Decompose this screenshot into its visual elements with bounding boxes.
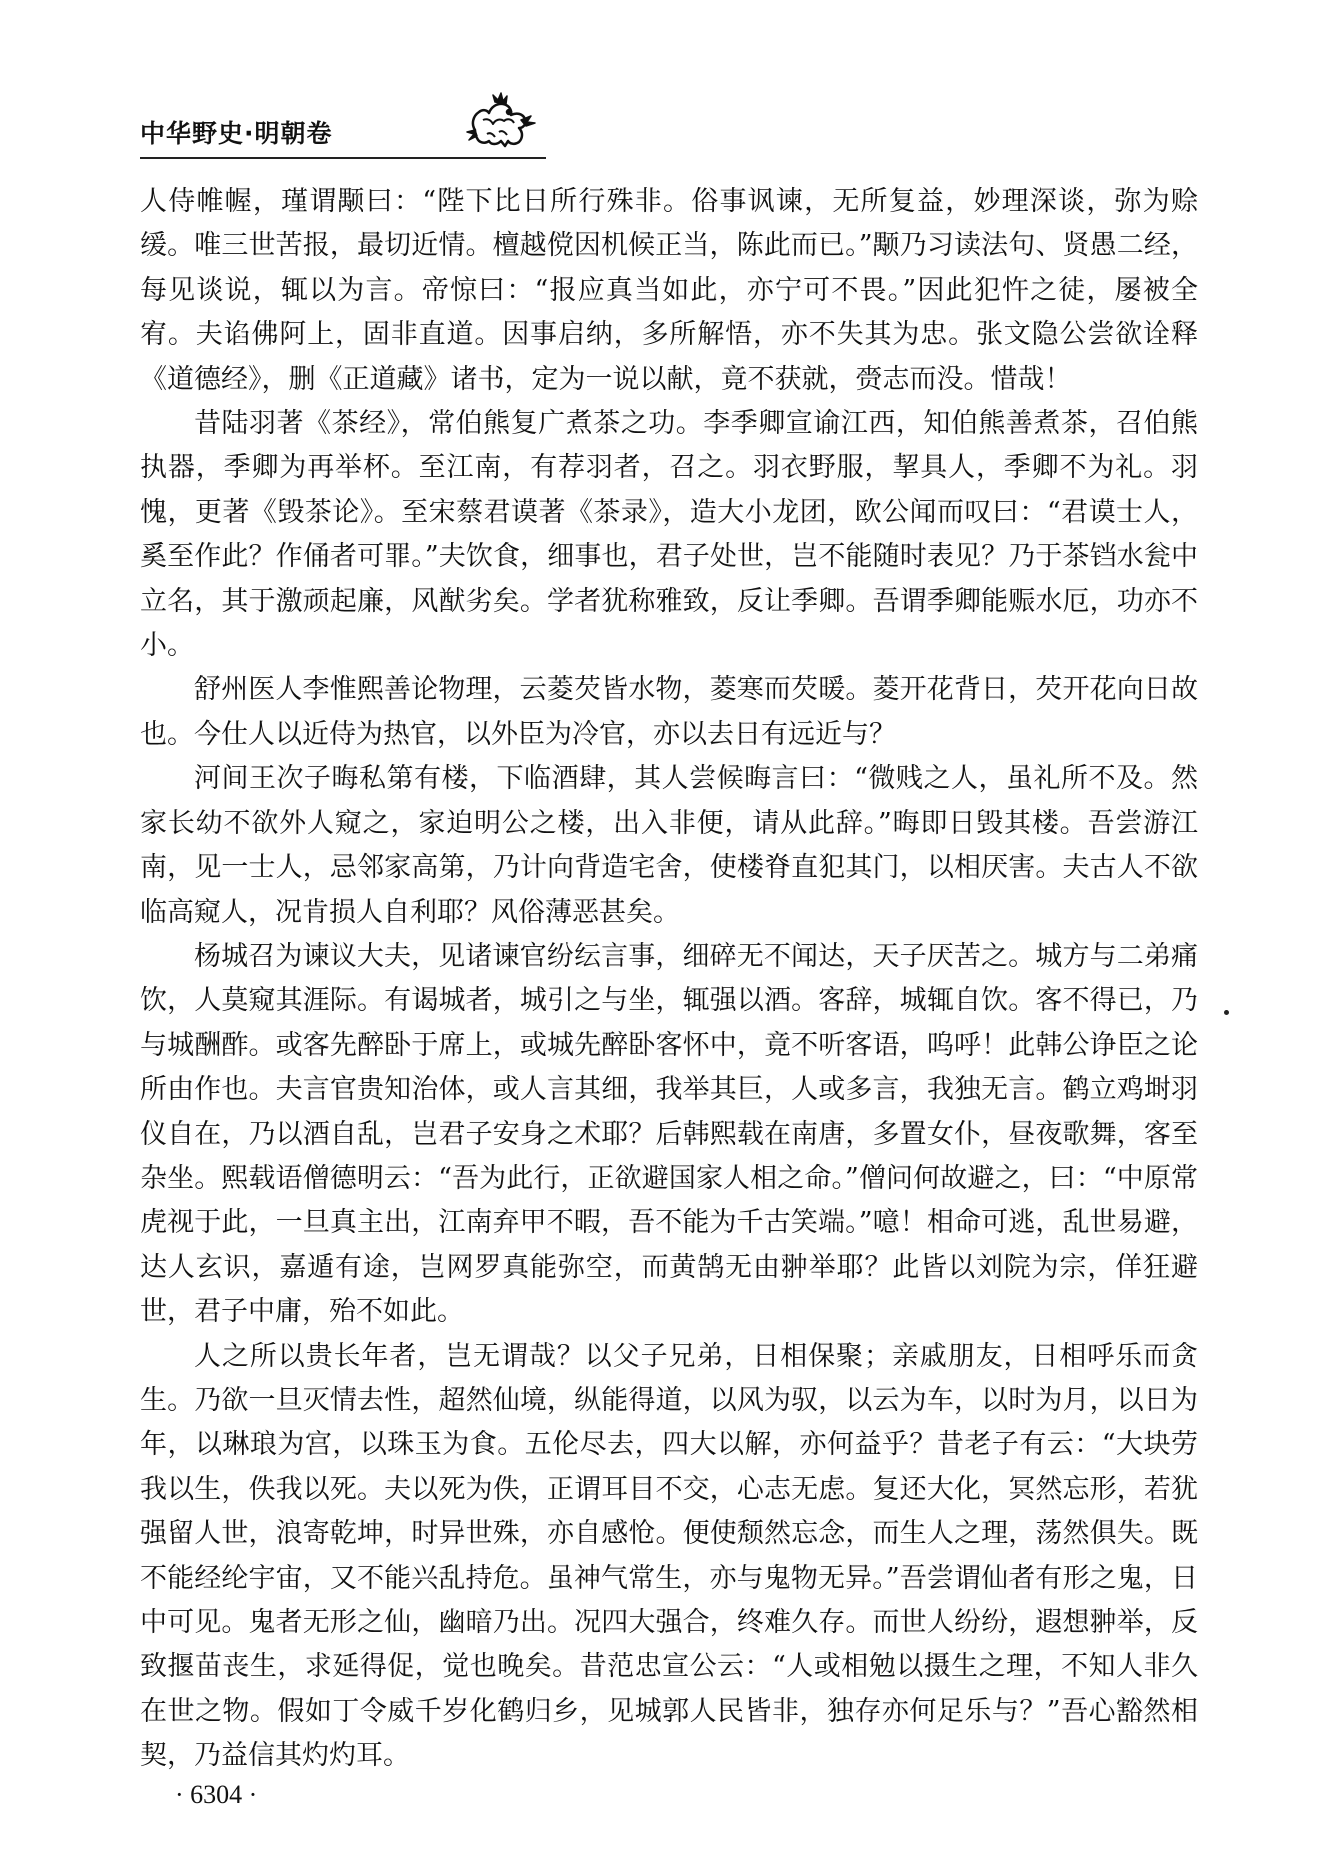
- paragraph: 舒州医人李惟熙善论物理，云菱芡皆水物，菱寒而芡暖。菱开花背日，芡开花向日故也。今仕人以近侍为热官，以外臣为冷官，亦以去日有远近与？: [140, 674, 1198, 750]
- paragraph: 河间王次子晦私第有楼，下临酒肆，其人尝候晦言曰：“微贱之人，虽礼所不及。然家长幼不欲外人窥之，家迫明公之楼，出入非便，请从此辞。”晦即日毁其楼。吾尝游江南，见一士人，忌邻家高第，乃计向背造宅舍，使楼脊直犯其门，以相厌害。夫古人不欲临高窥人，况肯损人自利耶？风俗薄恶甚矣。: [140, 763, 1198, 928]
- paragraph: 人之所以贵长年者，岂无谓哉？以父子兄弟，日相保聚；亲戚朋友，日相呼乐而贪生。乃欲一旦灭情去性，超然仙境，纵能得道，以风为驭，以云为车，以时为月，以日为年，以琳琅为宫，以珠玉为食。五伦尽去，四大以解，亦何益乎？昔老子有云：“大块劳我以生，佚我以死。夫以死为佚，正谓耳目不交，心志无虑。复还大化，冥然忘形，若犹强留人世，浪寄乾坤，时异世殊，亦自感怆。便使颓然忘念，而生人之理，荡然俱失。既不能经纶宇宙，又不能兴乱持危。虽神气常生，亦与鬼物无异。”吾尝谓仙者有形之鬼，日中可见。鬼者无形之仙，幽暗乃出。况四大强合，终难久存。而世人纷纷，遐想翀举，反致揠苗丧生，求延得促，觉也晚矣。昔范忠宣公云：“人或相勉以摄生之理，不知人非久在世之物。假如丁令威千岁化鹤归乡，见城郭人民皆非，独存亦何足乐与？”吾心豁然相契，乃益信其灼灼耳。: [140, 1340, 1198, 1772]
- page-number: · 6304 ·: [175, 1780, 258, 1809]
- scan-speck: [1224, 1010, 1229, 1015]
- header-rule: [140, 157, 546, 159]
- paragraph: 杨城召为谏议大夫，见诸谏官纷纭言事，细碎无不闻达，天子厌苦之。城方与二弟痛饮，人莫窥其涯际。有谒城者，城引之与坐，辄强以酒。客辞，城辄自饮。客不得已，乃与城酬酢。或客先醉卧于席上，或城先醉卧客怀中，竟不听客语，呜呼！此韩公诤臣之论所由作也。夫言官贵知治体，或人言其细，我举其巨，人或多言，我独无言。鹤立鸡埘羽仪自在，乃以酒自乱，岂君子安身之术耶？后韩熙载在南唐，多置女仆，昼夜歌舞，客至杂坐。熙载语僧德明云：“吾为此行，正欲避国家人相之命。”僧问何故避之，曰：“中原常虎视于此，一旦真主出，江南弃甲不暇，吾不能为千古笑端。”噫！相命可逃，乱世易避，达人玄识，嘉遁有途，岂网罗真能弥空，而黄鹄无由翀举耶？此皆以刘院为宗，佯狂避世，君子中庸，殆不如此。: [140, 940, 1198, 1328]
- body-text: [140, 180, 1198, 1779]
- paragraph: 人侍帷幄，瑾谓颙曰：“陛下比日所行殊非。俗事讽谏，无所复益，妙理深谈，弥为赊缓。唯三世苦报，最切近情。檀越傥因机候正当，陈此而已。”颙乃习读法句、贤愚二经，每见谈说，辄以为言。帝惊曰：“报应真当如此，亦宁可不畏。”因此犯忤之徒，屡被全宥。夫谄佛阿上，固非直道。因事启纳，多所解悟，亦不失其为忠。张文隐公尝欲诠释《道德经》，删《正道藏》诸书，定为一说以献，竟不获就，赍志而没。惜哉！: [140, 186, 1198, 395]
- dragon-icon: [465, 90, 537, 152]
- book-title: 中华野史·明朝卷: [140, 119, 333, 148]
- paragraph: 昔陆羽著《茶经》，常伯熊复广煮茶之功。李季卿宣谕江西，知伯熊善煮茶，召伯熊执器，季卿为再举杯。至江南，有荐羽者，召之。羽衣野服，挈具人，季卿不为礼。羽愧，更著《毁茶论》。至宋蔡君谟著《茶录》，造大小龙团，欧公闻而叹曰：“君谟士人，奚至作此？作俑者可罪。”夫饮食，细事也，君子处世，岂不能随时表见？乃于茶铛水瓮中立名，其于激顽起廉，风猷劣矣。学者犹称雅致，反让季卿。吾谓季卿能赈水厄，功亦不小。: [140, 408, 1198, 662]
